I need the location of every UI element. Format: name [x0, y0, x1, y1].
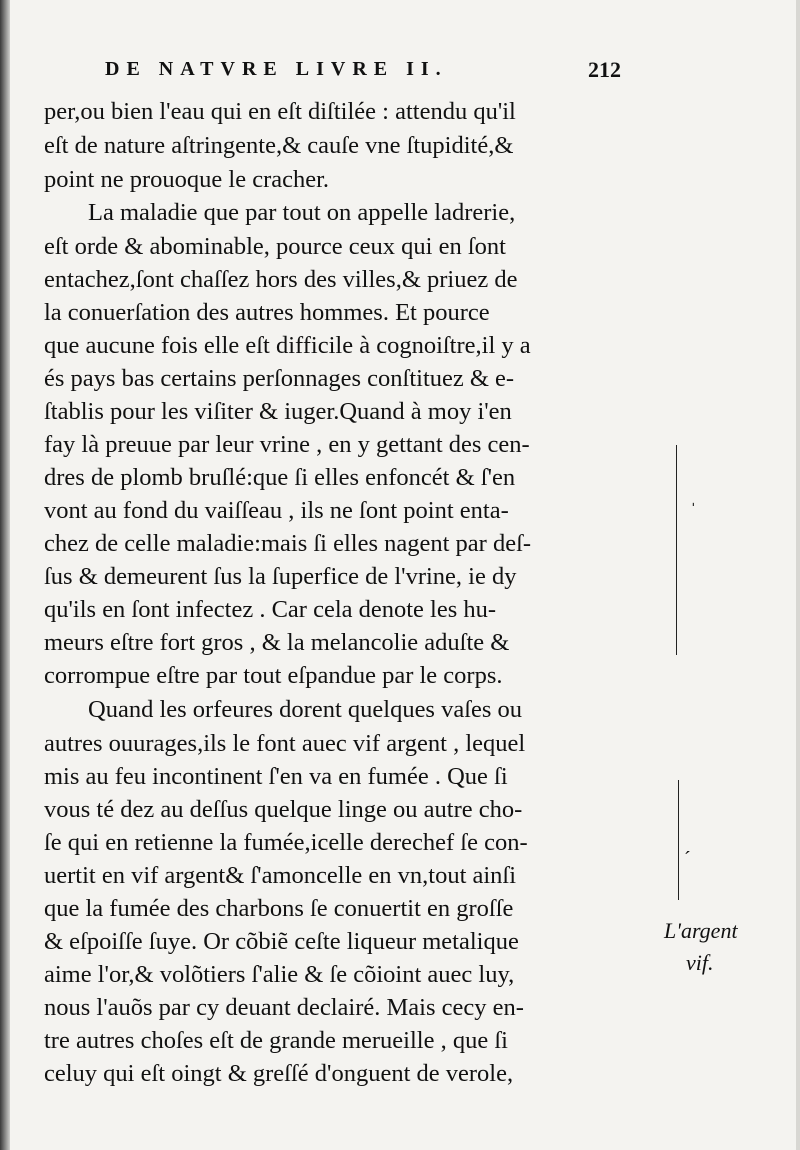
text-line: & eſpoiſſe ſuye. Or cõbiẽ ceſte liqueur metalique	[44, 928, 519, 955]
text-line: celuy qui eſt oingt & greſſé d'onguent de verole,	[44, 1060, 514, 1087]
text-line: entachez,ſont chaſſez hors des villes,& priuez de	[44, 266, 518, 293]
text-line: eſt de nature aſtringente,& cauſe vne ſtupidité,&	[44, 132, 514, 159]
page-number: 212	[588, 57, 621, 82]
text-line: tre autres choſes eſt de grande merueille , que ſi	[44, 1027, 508, 1054]
text-line: ſe qui en retienne la fumée,icelle derechef ſe con-	[44, 829, 528, 856]
margin-note-line: L'argent	[664, 918, 738, 943]
text-line: point ne prouoque le cracher.	[44, 166, 330, 193]
text-line: dres de plomb bruſlé:que ſi elles enfoncét & ſ'en	[44, 464, 516, 491]
text-line: autres ouurages,ils le font auec vif argent , lequel	[44, 730, 526, 757]
text-line: que la fumée des charbons ſe conuertit en groſſe	[44, 895, 514, 922]
margin-tick-mark: ˊ	[684, 848, 691, 870]
text-line: és pays bas certains perſonnages conſtituez & e-	[44, 365, 515, 392]
text-line: nous l'auõs par cy deuant declairé. Mais cecy en-	[44, 994, 524, 1021]
text-line: corrompue eſtre par tout eſpandue par le corps.	[44, 662, 503, 689]
text-line: eſt orde & abominable, pource ceux qui en ſont	[44, 233, 506, 260]
text-line: ſus & demeurent ſus la ſuperfice de l'vrine, ie dy	[44, 563, 517, 590]
text-line: que aucune fois elle eſt difficile à cognoiſtre,il y a	[44, 332, 531, 359]
text-line: chez de celle maladie:mais ſi elles nagent par deſ-	[44, 530, 532, 557]
text-line: uertit en vif argent& ſ'amoncelle en vn,tout ainſi	[44, 862, 517, 889]
paragraph-start-line: La maladie que par tout on appelle ladrerie,	[88, 199, 516, 226]
text-line: la conuerſation des autres hommes. Et pource	[44, 299, 490, 326]
text-line: meurs eſtre fort gros , & la melancolie aduſte &	[44, 629, 510, 656]
margin-note-line: vif.	[686, 950, 714, 975]
text-line: vont au fond du vaiſſeau , ils ne ſont point enta-	[44, 497, 509, 524]
paragraph-start-line: Quand les orfeures dorent quelques vaſes ou	[88, 696, 523, 723]
text-line: fay là preuue par leur vrine , en y gettant des cen-	[44, 431, 530, 458]
text-line: ſtablis pour les viſiter & iuger.Quand à moy i'en	[44, 398, 512, 425]
text-line: qu'ils en ſont infectez . Car cela denote les hu-	[44, 596, 497, 623]
running-title: DE NATVRE LIVRE II.	[105, 58, 448, 80]
text-line: aime l'or,& volõtiers ſ'alie & ſe cõioint auec luy,	[44, 961, 515, 988]
margin-bracket	[676, 445, 677, 655]
text-line: per,ou bien l'eau qui en eſt diſtilée : attendu qu'il	[44, 98, 516, 125]
margin-bracket	[678, 780, 679, 900]
text-line: mis au feu incontinent ſ'en va en fumée . Que ſi	[44, 763, 508, 790]
margin-tick-mark: ˈ	[690, 500, 697, 522]
text-line: vous té dez au deſſus quelque linge ou autre cho-	[44, 796, 523, 823]
